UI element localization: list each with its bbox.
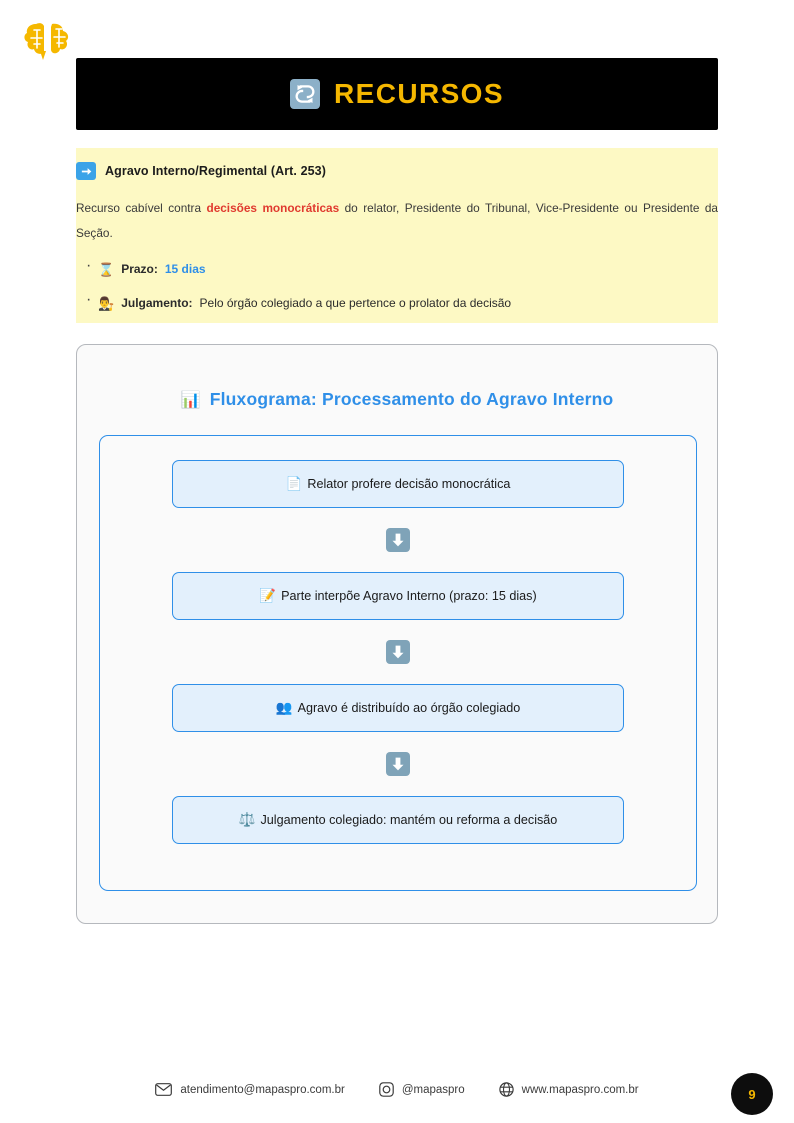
page-title: RECURSOS bbox=[334, 78, 504, 109]
callout-bullet-list bbox=[76, 261, 718, 311]
callout-body-after: do relator, Presidente do Tribunal, Vice-Presidente ou Presidente da Seção. bbox=[76, 201, 718, 240]
flow-step-label: Relator profere decisão monocrática bbox=[307, 477, 511, 491]
flowchart-title-row bbox=[77, 389, 717, 410]
callout-body-highlight: decisões monocráticas bbox=[206, 201, 340, 215]
flow-step-1 bbox=[172, 460, 624, 508]
flowchart-title: Fluxograma: Processamento do Agravo Interno bbox=[209, 389, 614, 409]
brain-icon bbox=[22, 18, 78, 62]
footer bbox=[0, 1082, 794, 1097]
envelope-icon bbox=[155, 1083, 172, 1096]
two-people-icon: 👥 bbox=[275, 700, 293, 716]
instagram-icon bbox=[379, 1082, 394, 1097]
list-item bbox=[98, 295, 718, 311]
bullet-value: 15 dias bbox=[164, 262, 206, 276]
callout-body-before: Recurso cabível contra bbox=[76, 201, 207, 215]
flow-connector-2 bbox=[386, 640, 410, 664]
footer-email-text: atendimento@mapaspro.com.br bbox=[180, 1083, 345, 1096]
hourglass-icon: · ⌛ bbox=[98, 261, 115, 277]
footer-instagram-text: @mapaspro bbox=[401, 1083, 465, 1096]
bullet-label: Julgamento: bbox=[121, 296, 193, 310]
footer-instagram[interactable] bbox=[379, 1082, 465, 1097]
bullet-value: Pelo órgão colegiado a que pertence o prolator da decisão bbox=[199, 296, 512, 310]
flowchart-inner-frame bbox=[99, 435, 697, 891]
arrow-down-icon bbox=[386, 640, 410, 664]
footer-website-text: www.mapaspro.com.br bbox=[521, 1083, 639, 1096]
footer-website[interactable] bbox=[499, 1082, 639, 1097]
flow-step-label: Agravo é distribuído ao órgão colegiado bbox=[297, 701, 521, 715]
flow-step-2 bbox=[172, 572, 624, 620]
globe-icon bbox=[499, 1082, 514, 1097]
brand-logo bbox=[22, 18, 78, 62]
flow-step-label: Parte interpõe Agravo Interno (prazo: 15 dias) bbox=[281, 589, 537, 603]
bar-chart-icon: 📊 bbox=[180, 391, 201, 409]
flow-step-3 bbox=[172, 684, 624, 732]
flow-step-4 bbox=[172, 796, 624, 844]
refresh-arrows-icon bbox=[290, 79, 320, 109]
scales-of-justice-icon: ⚖️ bbox=[238, 812, 256, 828]
page-number-badge: 9 bbox=[731, 1073, 773, 1115]
header-banner bbox=[76, 58, 718, 130]
flow-connector-1 bbox=[386, 528, 410, 552]
judge-icon: · 👨‍⚖️ bbox=[98, 295, 115, 311]
flow-step-label: Julgamento colegiado: mantém ou reforma a decisão bbox=[260, 813, 558, 827]
arrow-down-icon bbox=[386, 528, 410, 552]
callout-header bbox=[76, 158, 718, 180]
arrow-right-icon bbox=[76, 162, 96, 180]
footer-email[interactable] bbox=[155, 1083, 344, 1096]
flowchart-card bbox=[76, 344, 718, 924]
document-icon: 📄 bbox=[285, 476, 303, 492]
memo-pencil-icon: 📝 bbox=[259, 588, 277, 604]
callout-title: Agravo Interno/Regimental (Art. 253) bbox=[105, 164, 327, 178]
list-item bbox=[98, 261, 718, 277]
bullet-label: Prazo: bbox=[121, 262, 158, 276]
callout-body bbox=[76, 196, 718, 245]
flow-connector-3 bbox=[386, 752, 410, 776]
arrow-down-icon bbox=[386, 752, 410, 776]
callout-box bbox=[76, 148, 718, 323]
